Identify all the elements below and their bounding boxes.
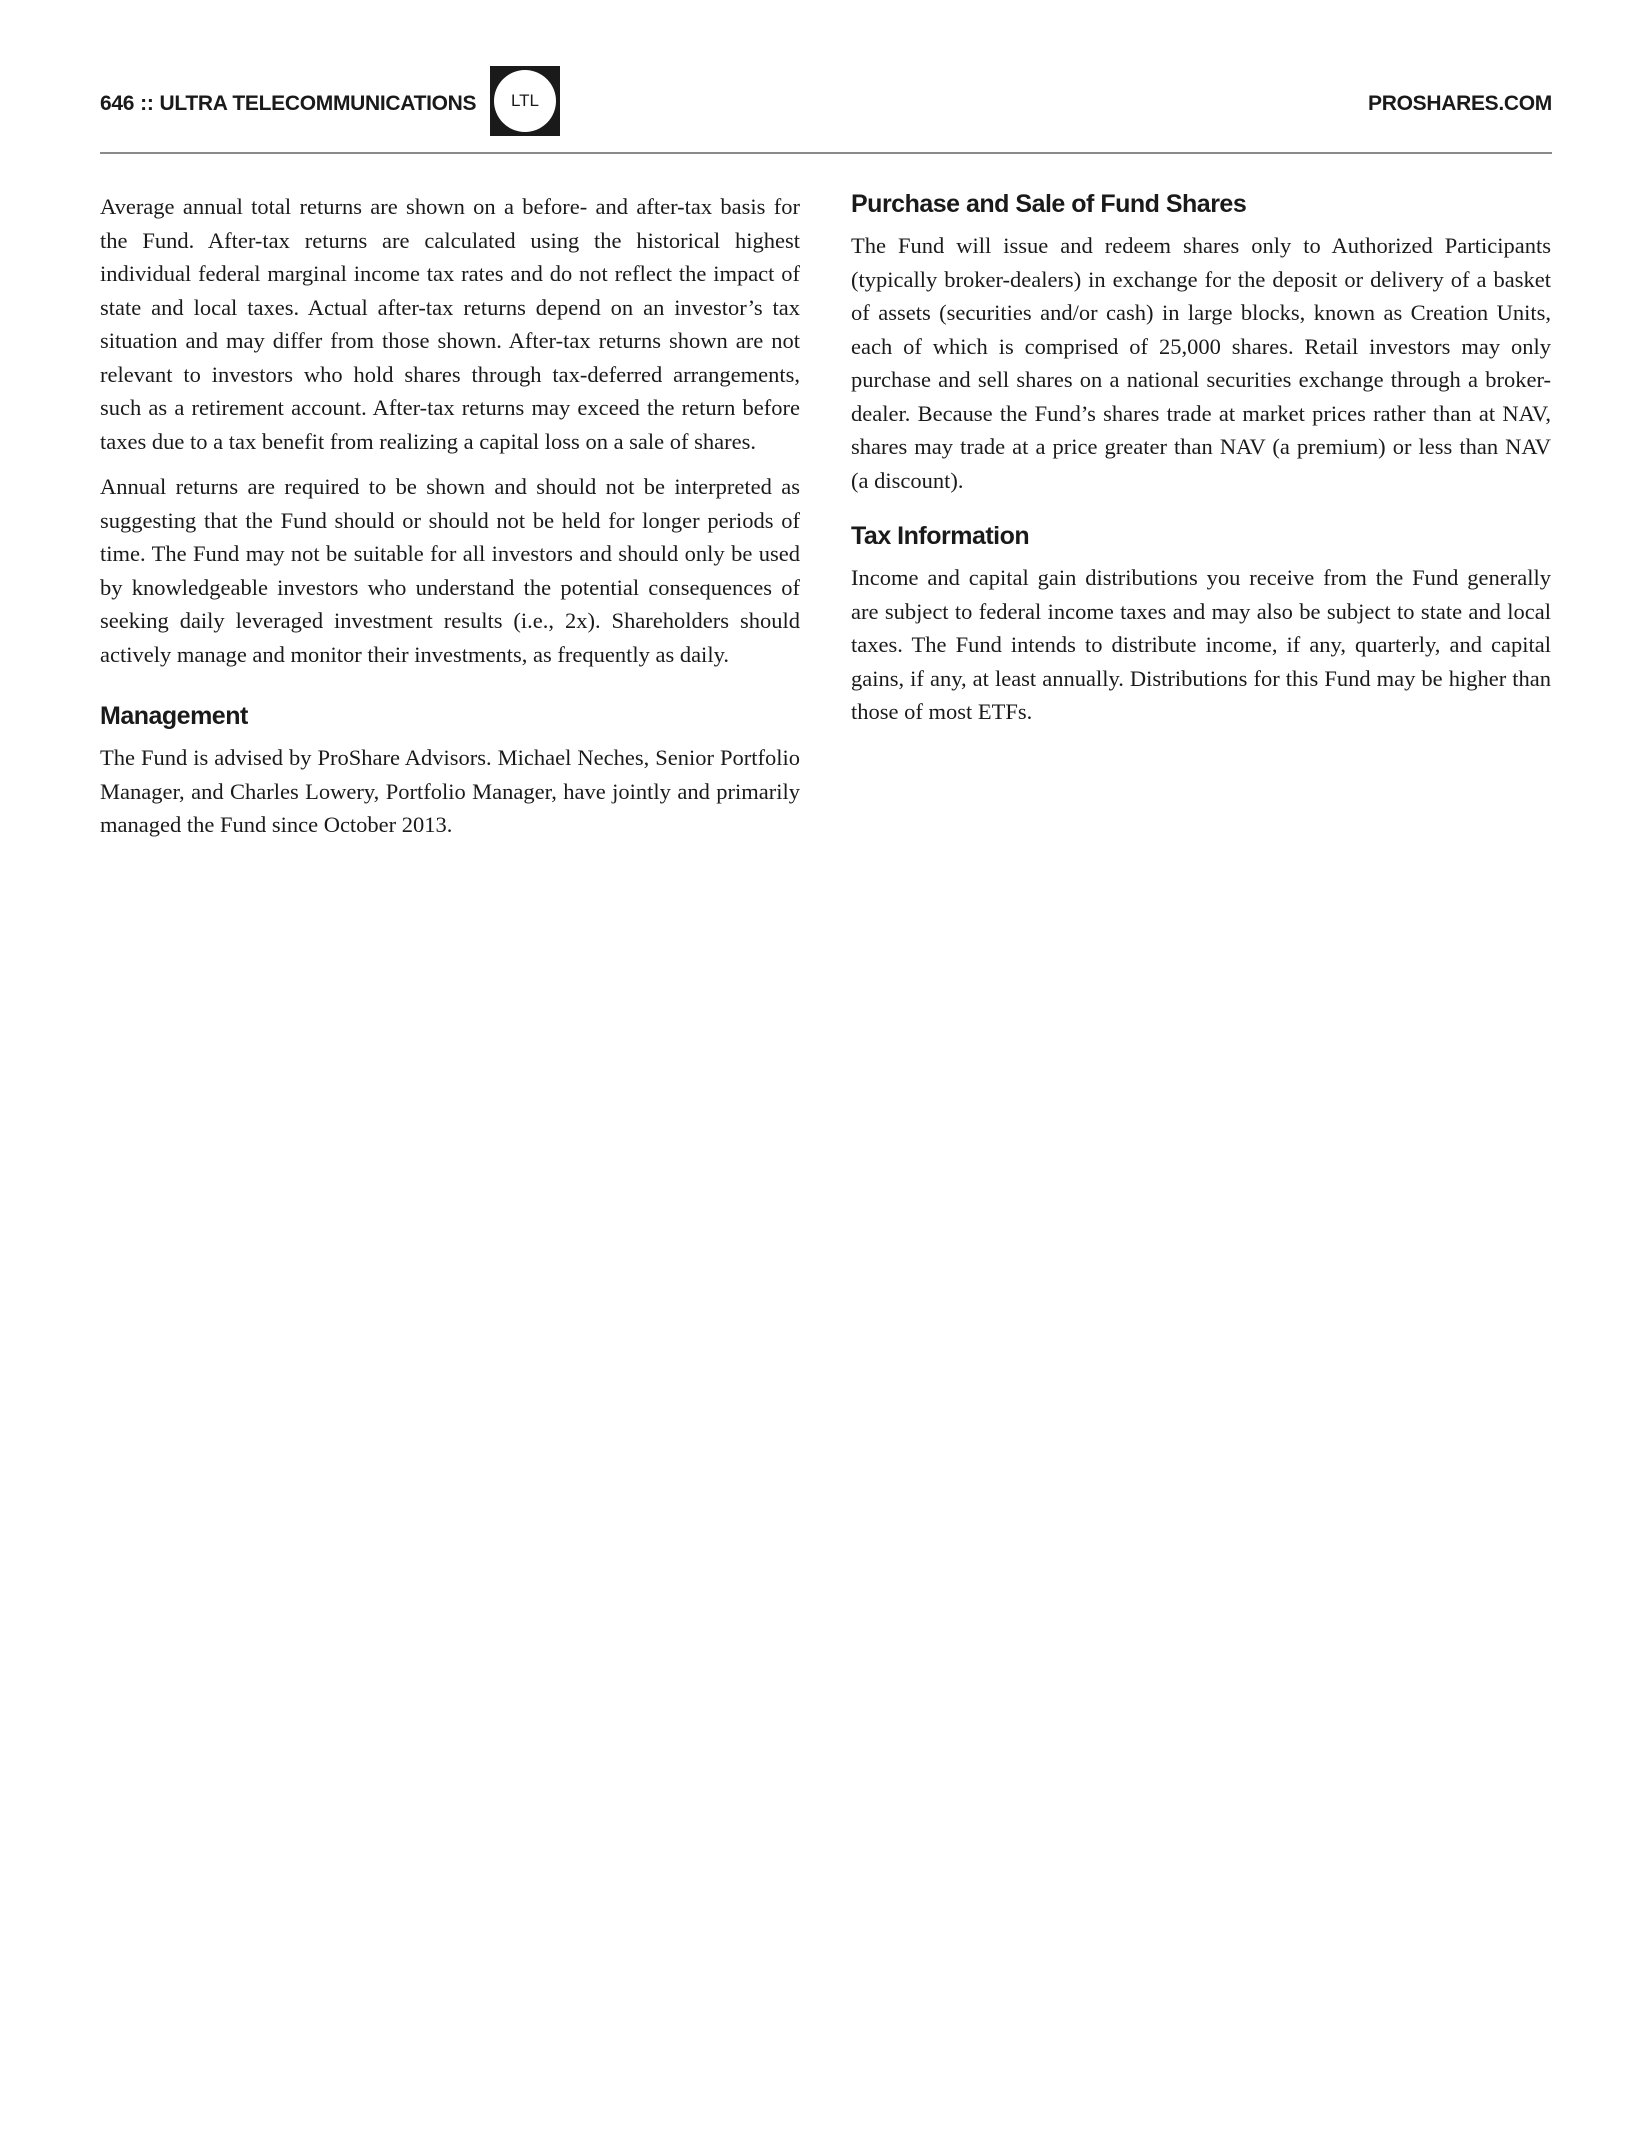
page-header [100, 66, 1552, 144]
fund-name: ULTRA TELECOMMUNICATIONS [159, 92, 477, 115]
purchase-sale-paragraph: The Fund will issue and redeem shares only to Authorized Participants (typically broker-dealers) in exchange for the deposit or delivery of a basket of assets (securities and/or cash) in large blocks, known as Creation Units, each of which is comprised of 25,000 shares. Retail investors may only purchase and sell shares on a national securities exchange through a broker-dealer. Because the Fund’s shares trade at market prices rather than at NAV, shares may trade at a price greater than NAV (a premium) or less than NAV (a discount). [851, 233, 1551, 493]
header-left [100, 92, 476, 116]
ticker-symbol: LTL [494, 70, 556, 132]
header-divider [100, 152, 1552, 154]
website-link[interactable]: PROSHARES.COM [1368, 92, 1552, 115]
annual-returns-paragraph: Annual returns are required to be shown and should not be interpreted as suggesting that the Fund should or should not be held for longer periods of time. The Fund may not be suitable for all investors and should only be used by knowledgeable investors who understand the potential consequences of seeking daily leveraged investment results (i.e., 2x). Shareholders should actively manage and monitor their investments, as frequently as daily. [100, 474, 800, 667]
returns-paragraph: Average annual total returns are shown on a before- and after-tax basis for the Fund. After-tax returns are calculated using the historical highest individual federal marginal income tax rates and do not reflect the impact of state and local taxes. Actual after-tax returns depend on an investor’s tax situation and may differ from those shown. After-tax returns shown are not relevant to investors who hold shares through tax-deferred arrangements, such as a retirement account. After-tax returns may exceed the return before taxes due to a tax benefit from realizing a capital loss on a sale of shares. [100, 194, 800, 454]
ticker-badge [490, 66, 560, 136]
header-separator: :: [140, 92, 154, 115]
tax-information-paragraph: Income and capital gain distributions you receive from the Fund generally are subject to federal income taxes and may also be subject to state and local taxes. The Fund intends to distribute income, if any, quarterly, and capital gains, if any, at least annually. Distributions for this Fund may be higher than those of most ETFs. [851, 565, 1551, 724]
right-column [851, 187, 1551, 741]
left-column [100, 190, 800, 854]
purchase-sale-heading: Purchase and Sale of Fund Shares [851, 190, 1247, 218]
tax-information-heading: Tax Information [851, 522, 1030, 550]
management-heading: Management [100, 702, 248, 730]
management-paragraph: The Fund is advised by ProShare Advisors. Michael Neches, Senior Portfolio Manager, and Charles Lowery, Portfolio Manager, have jointly and primarily managed the Fund since October 2013. [100, 745, 800, 837]
page-number: 646 [100, 92, 135, 115]
